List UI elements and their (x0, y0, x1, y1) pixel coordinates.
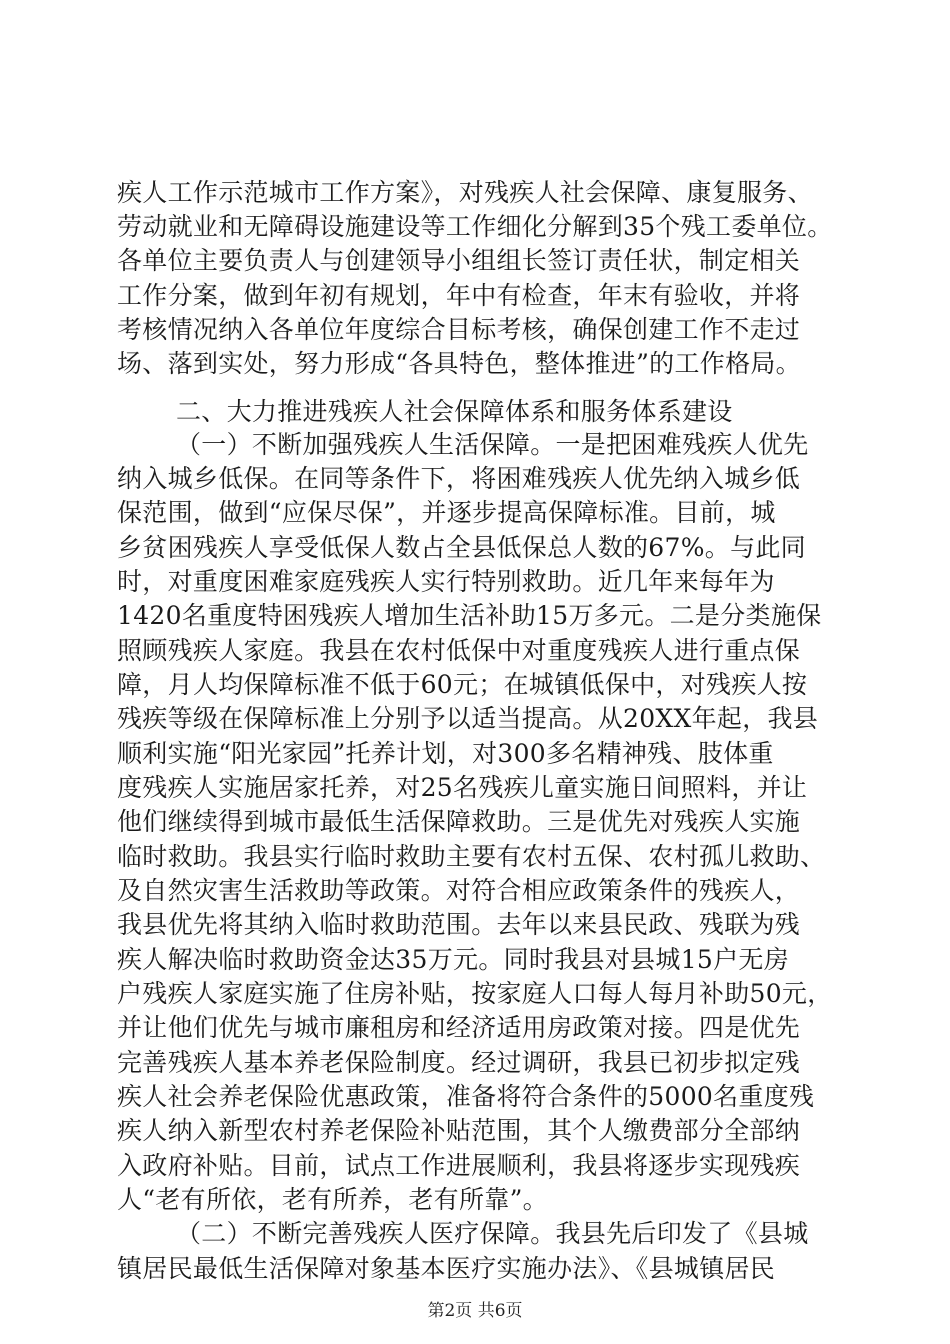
text-line: 他们继续得到城市最低生活保障救助。三是优先对残疾人实施 (117, 807, 801, 836)
text-line: 障，月人均保障标准不低于60元；在城镇低保中，对残疾人按 (117, 670, 808, 699)
text-line: 临时救助。我县实行临时救助主要有农村五保、农村孤儿救助、 (117, 842, 826, 871)
text-line: 照顾残疾人家庭。我县在农村低保中对重度残疾人进行重点保 (117, 636, 801, 665)
text-line: 疾人工作示范城市工作方案》，对残疾人社会保障、康复服务、 (117, 178, 813, 207)
text-line: 1420名重度特困残疾人增加生活补助15万多元。二是分类施保 (117, 601, 822, 630)
text-line: （二）不断完善残疾人医疗保障。我县先后印发了《县城 (176, 1219, 809, 1248)
text-line: 完善残疾人基本养老保险制度。经过调研，我县已初步拟定残 (117, 1048, 801, 1077)
text-line: 及自然灾害生活救助等政策。对符合相应政策条件的残疾人， (117, 876, 801, 905)
text-line: 人“老有所依，老有所养，老有所靠”。 (117, 1185, 548, 1214)
text-line: 考核情况纳入各单位年度综合目标考核，确保创建工作不走过 (117, 315, 801, 344)
text-line: 残疾等级在保障标准上分别予以适当提高。从20XX年起，我县 (117, 704, 819, 733)
text-line: 镇居民最低生活保障对象基本医疗实施办法》、《县城镇居民 (117, 1254, 776, 1283)
section-heading: 二、大力推进残疾人社会保障体系和服务体系建设 (176, 397, 733, 426)
text-line: 时，对重度困难家庭残疾人实行特别救助。近几年来每年为 (117, 567, 775, 596)
text-line: 乡贫困残疾人享受低保人数占全县低保总人数的67%。与此同 (117, 533, 806, 562)
text-line: （一）不断加强残疾人生活保障。一是把困难残疾人优先 (176, 430, 809, 459)
text-line: 场、落到实处，努力形成“各具特色，整体推进”的工作格局。 (117, 349, 801, 378)
page-number-footer: 第2页 共6页 (427, 1301, 523, 1321)
text-line: 入政府补贴。目前，试点工作进展顺利，我县将逐步实现残疾 (117, 1151, 801, 1180)
text-line: 顺利实施“阳光家园”托养计划，对300多名精神残、肢体重 (117, 739, 774, 768)
text-line: 保范围，做到“应保尽保”，并逐步提高保障标准。目前，城 (117, 498, 776, 527)
text-line: 度残疾人实施居家托养，对25名残疾儿童实施日间照料，并让 (117, 773, 808, 802)
text-line: 疾人社会养老保险优惠政策，准备将符合条件的5000名重度残 (117, 1082, 815, 1111)
text-line: 纳入城乡低保。在同等条件下，将困难残疾人优先纳入城乡低 (117, 464, 801, 493)
text-line: 工作分案，做到年初有规划，年中有检查，年末有验收，并将 (117, 281, 801, 310)
text-line: 疾人解决临时救助资金达35万元。同时我县对县城15户无房 (117, 945, 790, 974)
text-line: 我县优先将其纳入临时救助范围。去年以来县民政、残联为残 (117, 910, 801, 939)
text-line: 各单位主要负责人与创建领导小组组长签订责任状，制定相关 (117, 246, 801, 275)
text-line: 并让他们优先与城市廉租房和经济适用房政策对接。四是优先 (117, 1013, 801, 1042)
text-line: 户残疾人家庭实施了住房补贴，按家庭人口每人每月补助50元， (117, 979, 833, 1008)
text-line: 劳动就业和无障碍设施建设等工作细化分解到35个残工委单位。 (117, 212, 833, 241)
text-line: 疾人纳入新型农村养老保险补贴范围，其个人缴费部分全部纳 (117, 1116, 801, 1145)
